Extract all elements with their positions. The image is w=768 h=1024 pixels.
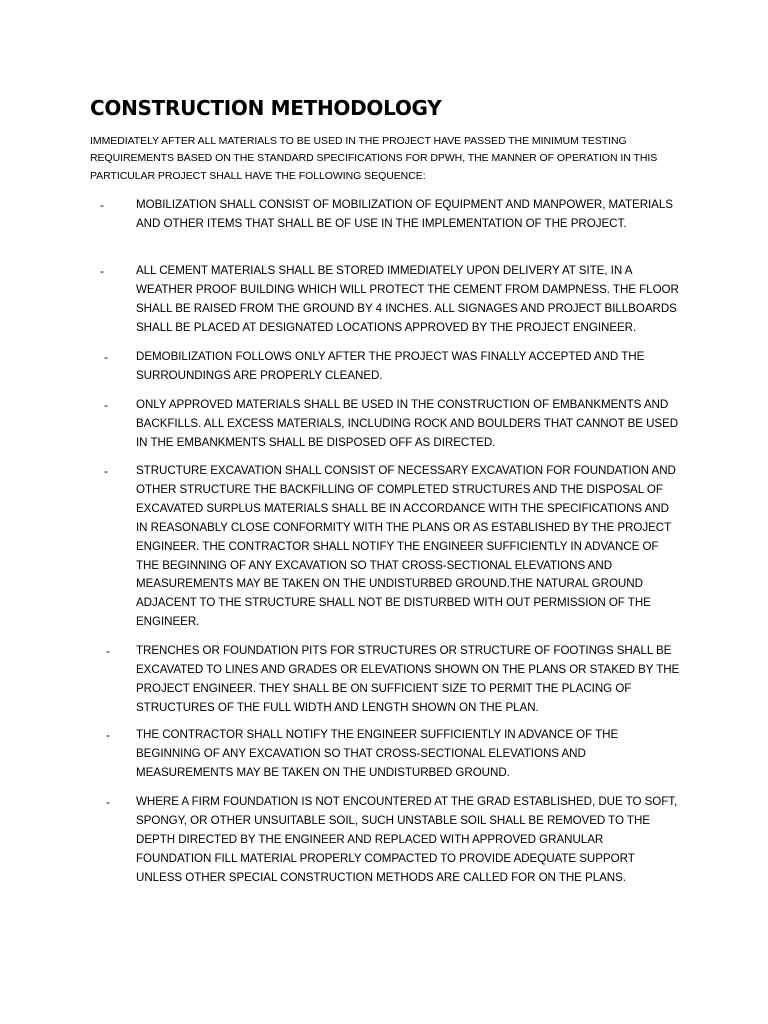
bullet-dash: - <box>104 464 108 478</box>
list-item-text: ONLY APPROVED MATERIALS SHALL BE USED IN THE CONSTRUCTION OF EMBANKMENTS AND BACKFILLS. ALL EXCESS MATERIALS, INCLUDING ROCK AND BOULDERS THAT CANNOT BE USED IN THE EMBANKMENTS SHALL BE DISPOSED OFF AS DIRECTED. <box>136 398 679 449</box>
intro-paragraph: IMMEDIATELY AFTER ALL MATERIALS TO BE USED IN THE PROJECT HAVE PASSED THE MINIMUM TESTING REQUIREMENTS BASED ON THE STANDARD SPECIFICATIONS FOR DPWH, THE MANNER OF OPERATION IN THIS PARTICULAR PROJECT SHALL HAVE THE FOLLOWING SEQUENCE: <box>90 135 658 182</box>
bullet-dash: - <box>100 264 104 278</box>
list-item-text: THE CONTRACTOR SHALL NOTIFY THE ENGINEER SUFFICIENTLY IN ADVANCE OF THE BEGINNING OF ANY EXCAVATION SO THAT CROSS-SECTIONAL ELEVATIONS AND MEASUREMENTS MAY BE TAKEN ON THE UNDISTURBED GROUND. <box>136 728 619 779</box>
list-item-text: TRENCHES OR FOUNDATION PITS FOR STRUCTURES OR STRUCTURE OF FOOTINGS SHALL BE EXCAVATED TO LINES AND GRADES OR ELEVATIONS SHOWN ON THE PLANS OR STAKED BY THE PROJECT ENGINEER. THEY SHALL BE ON SUFFICIENT SIZE TO PERMIT THE PLACING OF STRUCTURES OF THE FULL WIDTH AND LENGTH SHOWN ON THE PLAN. <box>136 644 680 714</box>
document-title: CONSTRUCTION METHODOLOGY <box>90 96 442 120</box>
bullet-dash: - <box>106 644 110 658</box>
list-item-text: STRUCTURE EXCAVATION SHALL CONSIST OF NECESSARY EXCAVATION FOR FOUNDATION AND OTHER STRUCTURE THE BACKFILLING OF COMPLETED STRUCTURES AND THE DISPOSAL OF EXCAVATED SURPLUS MATERIALS SHALL BE IN ACCORDANCE WITH THE SPECIFICATIONS AND IN REASONABLY CLOSE CONFORMITY WITH THE PLANS OR AS ESTABLISHED BY THE PROJECT ENGINEER. THE CONTRACTOR SHALL NOTIFY THE ENGINEER SUFFICIENTLY IN ADVANCE OF THE BEGINNING OF ANY EXCAVATION SO THAT CROSS-SECTIONAL ELEVATIONS AND MEASUREMENTS MAY BE TAKEN ON THE UNDISTURBED GROUND.THE NATURAL GROUND ADJACENT TO THE STRUCTURE SHALL NOT BE DISTURBED WITH OUT PERMISSION OF THE ENGINEER. <box>136 464 676 629</box>
bullet-dash: - <box>106 728 110 742</box>
bullet-dash: - <box>104 350 108 364</box>
list-item-text: MOBILIZATION SHALL CONSIST OF MOBILIZATION OF EQUIPMENT AND MANPOWER, MATERIALS AND OTHER ITEMS THAT SHALL BE OF USE IN THE IMPLEMENTATION OF THE PROJECT. <box>136 198 673 230</box>
list-item-text: ALL CEMENT MATERIALS SHALL BE STORED IMMEDIATELY UPON DELIVERY AT SITE, IN A WEATHER PROOF BUILDING WHICH WILL PROTECT THE CEMENT FROM DAMPNESS. THE FLOOR SHALL BE RAISED FROM THE GROUND BY 4 INCHES. ALL SIGNAGES AND PROJECT BILLBOARDS SHALL BE PLACED AT DESIGNATED LOCATIONS APPROVED BY THE PROJECT ENGINEER. <box>136 264 679 334</box>
bullet-dash: - <box>106 795 110 809</box>
bullet-dash: - <box>104 398 108 412</box>
list-item-text: WHERE A FIRM FOUNDATION IS NOT ENCOUNTERED AT THE GRAD ESTABLISHED, DUE TO SOFT, SPONGY, OR OTHER UNSUITABLE SOIL, SUCH UNSTABLE SOIL SHALL BE REMOVED TO THE DEPTH DIRECTED BY THE ENGINEER AND REPLACED WITH APPROVED GRANULAR FOUNDATION FILL MATERIAL PROPERLY COMPACTED TO PROVIDE ADEQUATE SUPPORT UNLESS OTHER SPECIAL CONSTRUCTION METHODS ARE CALLED FOR ON THE PLANS. <box>136 795 678 884</box>
bullet-dash: - <box>100 198 104 212</box>
list-item-text: DEMOBILIZATION FOLLOWS ONLY AFTER THE PROJECT WAS FINALLY ACCEPTED AND THE SURROUNDINGS ARE PROPERLY CLEANED. <box>136 350 645 382</box>
